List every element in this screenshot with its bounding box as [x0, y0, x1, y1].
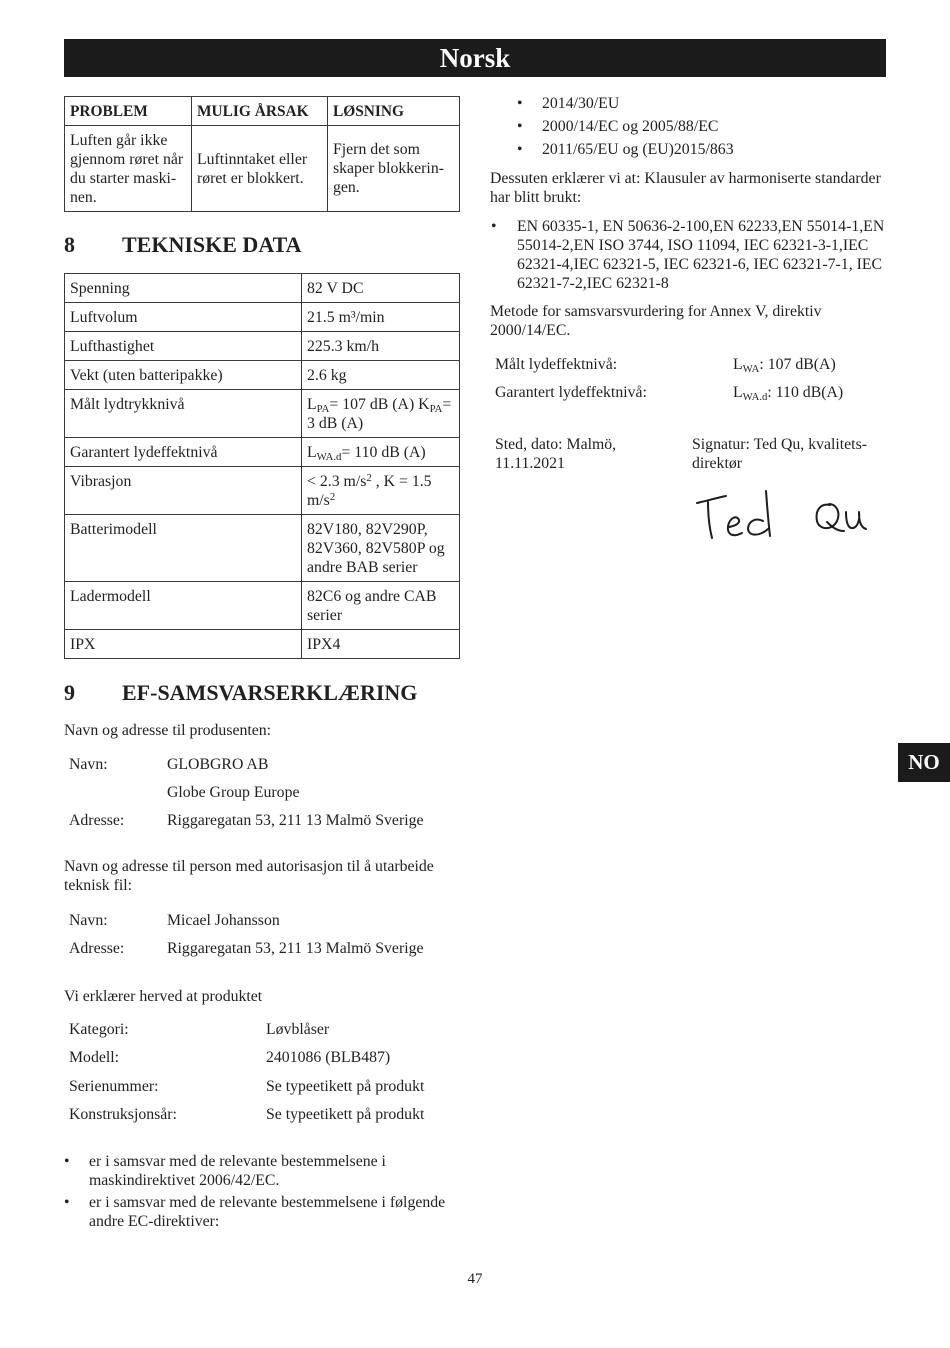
declaration-intro: Vi erklærer herved at produktet	[64, 988, 263, 1005]
standards-line: 62321-4,IEC 62321-5, IEC 62321-6, IEC 62321-7-1, IEC	[517, 256, 883, 273]
table-row	[65, 630, 460, 659]
product-details	[69, 1016, 424, 1130]
detail-label: Navn:	[69, 912, 108, 929]
spec-value-line: 82C6 og andre CAB	[307, 588, 437, 605]
signature-stroke	[846, 512, 866, 529]
k-text: , K = 1.5	[371, 473, 432, 490]
standards-intro	[490, 169, 881, 207]
detail-label	[69, 779, 167, 807]
symbol: L	[307, 396, 317, 413]
solution-cell	[328, 126, 460, 212]
problem-line: du starter maski-	[70, 169, 177, 187]
section-heading-tech-data	[64, 233, 459, 257]
table-row	[65, 361, 460, 390]
detail-row	[69, 1044, 424, 1072]
exponent: 2	[366, 472, 372, 485]
problem-cell	[65, 126, 192, 212]
spec-label: Målt lydtrykknivå	[65, 390, 302, 438]
spec-label: Vekt (uten batteripakke)	[65, 361, 302, 390]
detail-row	[69, 751, 424, 779]
spec-value: IPX4	[302, 630, 460, 659]
detail-row	[495, 379, 843, 407]
manufacturer-intro: Navn og adresse til produsenten:	[64, 722, 272, 739]
detail-value: Globe Group Europe	[167, 784, 300, 801]
paragraph-line: Dessuten erklærer vi at: Klausuler av harmoniserte standarder	[490, 170, 881, 187]
detail-value	[733, 351, 836, 379]
paragraph-line: 11.11.2021	[495, 455, 565, 472]
detail-row	[495, 351, 843, 379]
spec-label: Luftvolum	[65, 303, 302, 332]
bullet-item	[517, 117, 886, 136]
paragraph-line: har blitt brukt:	[490, 189, 582, 206]
signature-label	[692, 435, 867, 473]
value-text: = 110 dB (A)	[341, 444, 426, 461]
bullet-line: • er i samsvar med de relevante bestemmelsene i	[89, 1153, 386, 1170]
spec-value	[302, 515, 460, 582]
section-title: TEKNISKE DATA	[122, 232, 302, 257]
symbol-subscript: WA	[742, 363, 760, 376]
spec-value: 21.5 m³/min	[302, 303, 460, 332]
spec-value	[302, 467, 460, 515]
detail-row	[69, 907, 424, 935]
paragraph-line: teknisk fil:	[64, 877, 133, 894]
spec-label: IPX	[65, 630, 302, 659]
handwritten-signature	[688, 484, 873, 546]
spec-label: Spenning	[65, 274, 302, 303]
table-row	[65, 438, 460, 467]
bullet-item	[64, 1152, 459, 1190]
k-symbol: K	[418, 396, 430, 413]
section-heading-declaration	[64, 681, 459, 705]
detail-label: Modell:	[69, 1049, 120, 1067]
table-header-row	[65, 97, 460, 126]
column-header-problem: PROBLEM	[65, 97, 192, 126]
paragraph-line: Metode for samsvarsvurdering for Annex V, direktiv	[490, 303, 822, 320]
tech-file-person-details	[69, 907, 424, 963]
detail-value: Riggaregatan 53, 211 13 Malmö Sverige	[167, 812, 424, 829]
spec-value-line: andre BAB serier	[307, 559, 418, 576]
value-text: < 2.3 m/s	[307, 473, 367, 490]
table-row	[65, 126, 460, 212]
section-title: EF-SAMSVARSERKLÆRING	[122, 680, 418, 705]
standards-line: 62321-7-2,IEC 62321-8	[517, 275, 669, 292]
detail-value: Se typeetikett på produkt	[266, 1106, 425, 1124]
sound-power-details	[495, 351, 843, 407]
tech-file-intro	[64, 857, 434, 895]
standards-line: • EN 60335-1, EN 50636-2-100,EN 62233,EN 55014-1,EN	[517, 218, 885, 235]
symbol-subscript: WA.d	[316, 451, 342, 464]
bullet-item	[491, 217, 886, 293]
detail-label: Målt lydeffektnivå:	[495, 356, 618, 373]
solution-line: gen.	[333, 179, 360, 196]
bullet-line: • er i samsvar med de relevante bestemmelsene i følgende	[89, 1194, 446, 1211]
detail-value: 2401086 (BLB487)	[266, 1049, 391, 1067]
paragraph-line: 2000/14/EC.	[490, 322, 571, 339]
spec-value-line	[307, 472, 454, 491]
signature-stroke	[697, 496, 726, 503]
detail-row	[69, 1101, 424, 1129]
bullet-item	[517, 140, 886, 159]
page-number: 47	[467, 1271, 483, 1287]
detail-value: Løvblåser	[266, 1021, 330, 1038]
symbol: L	[307, 444, 317, 461]
detail-label: Adresse:	[69, 940, 125, 957]
detail-row	[69, 779, 424, 807]
detail-value: Riggaregatan 53, 211 13 Malmö Sverige	[167, 940, 424, 957]
solution-line: Fjern det som	[333, 141, 420, 158]
symbol: L	[733, 384, 743, 401]
cause-cell	[192, 126, 328, 212]
symbol-subscript: WA.d	[742, 391, 768, 404]
spec-value	[302, 438, 460, 467]
detail-label: Serienummer:	[69, 1077, 159, 1095]
symbol: L	[733, 356, 743, 373]
language-title-bar	[64, 39, 886, 77]
directive: • 2000/14/EC og 2005/88/EC	[542, 118, 719, 135]
spec-value	[302, 582, 460, 630]
spec-label: Batterimodell	[65, 515, 302, 582]
detail-value: Micael Johansson	[167, 912, 280, 929]
cause-line: Luftinntaket eller	[197, 150, 308, 168]
bullet-line: maskindirektivet 2006/42/EC.	[89, 1172, 280, 1189]
exponent: 2	[329, 491, 336, 504]
signature-stroke	[748, 520, 768, 535]
table-row	[65, 515, 460, 582]
problem-line: Luften går ikke	[70, 131, 168, 149]
detail-label: Adresse:	[69, 812, 125, 829]
column-header-solution: LØSNING	[328, 97, 460, 126]
problem-line: nen.	[70, 188, 97, 206]
table-row	[65, 582, 460, 630]
spec-label: Garantert lydeffektnivå	[65, 438, 302, 467]
spec-label: Vibrasjon	[65, 467, 302, 515]
value-text: : 110 dB(A)	[767, 384, 844, 401]
detail-label: Garantert lydeffektnivå:	[495, 384, 647, 401]
directive: • 2014/30/EU	[542, 95, 620, 112]
section-number: 8	[64, 232, 75, 257]
paragraph-line: direktør	[692, 455, 743, 472]
signature-stroke	[708, 502, 712, 538]
directives-list	[517, 94, 886, 163]
technical-data-table	[64, 273, 460, 659]
value-text: : 107 dB(A)	[759, 356, 836, 373]
table-row	[65, 467, 460, 515]
value-text: = 107 dB (A)	[329, 396, 419, 413]
table-row	[65, 390, 460, 438]
table-row	[65, 332, 460, 361]
detail-label: Navn:	[69, 756, 108, 773]
detail-row	[69, 1016, 424, 1044]
spec-value-line	[307, 395, 454, 414]
signature-stroke	[817, 504, 839, 528]
bullet-item	[64, 1193, 459, 1231]
signature-stroke	[728, 517, 742, 535]
bullet-line: andre EC-direktiver:	[89, 1213, 220, 1230]
detail-value: Se typeetikett på produkt	[266, 1077, 425, 1095]
cause-line: røret er blokkert.	[197, 169, 304, 187]
paragraph-line: Navn og adresse til person med autorisasjon til å utarbeide	[64, 858, 434, 875]
conformity-list	[64, 1152, 459, 1231]
table-row	[65, 274, 460, 303]
k-equals: =	[442, 396, 452, 413]
spec-label: Lufthastighet	[65, 332, 302, 361]
detail-value	[733, 379, 843, 407]
troubleshooting-table	[64, 96, 460, 212]
standards-line: 55014-2,EN ISO 3744, ISO 11094, IEC 62321-3-1,IEC	[517, 237, 869, 254]
k-value: 3 dB (A)	[307, 415, 364, 432]
assessment-method	[490, 302, 822, 340]
detail-row	[69, 807, 424, 835]
section-number: 9	[64, 680, 75, 705]
language-tab	[898, 743, 950, 782]
place-date	[495, 435, 616, 473]
column-header-cause: MULIG ÅRSAK	[192, 97, 328, 126]
symbol-subscript: PA	[316, 403, 330, 416]
paragraph-line: Signatur: Ted Qu, kvalitets-	[692, 436, 867, 453]
spec-label: Ladermodell	[65, 582, 302, 630]
detail-label: Kategori:	[69, 1021, 129, 1038]
language-tab-label: NO	[908, 750, 940, 774]
spec-value: 225.3 km/h	[302, 332, 460, 361]
spec-value-line	[307, 491, 454, 510]
manufacturer-details	[69, 751, 424, 835]
spec-value-line: 82V360, 82V580P og	[307, 540, 445, 557]
k-unit: m/s	[307, 492, 330, 509]
paragraph-line: Sted, dato: Malmö,	[495, 436, 617, 453]
problem-line: gjennom røret når	[70, 150, 184, 168]
directive: • 2011/65/EU og (EU)2015/863	[542, 141, 734, 158]
solution-line: skaper blokkerin-	[333, 160, 444, 177]
spec-value: 82 V DC	[302, 274, 460, 303]
spec-value-line: 82V180, 82V290P,	[307, 521, 428, 538]
detail-row	[69, 935, 424, 963]
spec-value-line: serier	[307, 607, 343, 624]
standards-list	[491, 217, 886, 293]
page-title: Norsk	[439, 43, 511, 73]
detail-row	[69, 1073, 424, 1101]
spec-value	[302, 390, 460, 438]
detail-label: Konstruksjonsår:	[69, 1106, 177, 1124]
detail-value: GLOBGRO AB	[167, 756, 269, 773]
spec-value: 2.6 kg	[302, 361, 460, 390]
k-subscript: PA	[429, 403, 443, 416]
bullet-item	[517, 94, 886, 113]
table-row	[65, 303, 460, 332]
